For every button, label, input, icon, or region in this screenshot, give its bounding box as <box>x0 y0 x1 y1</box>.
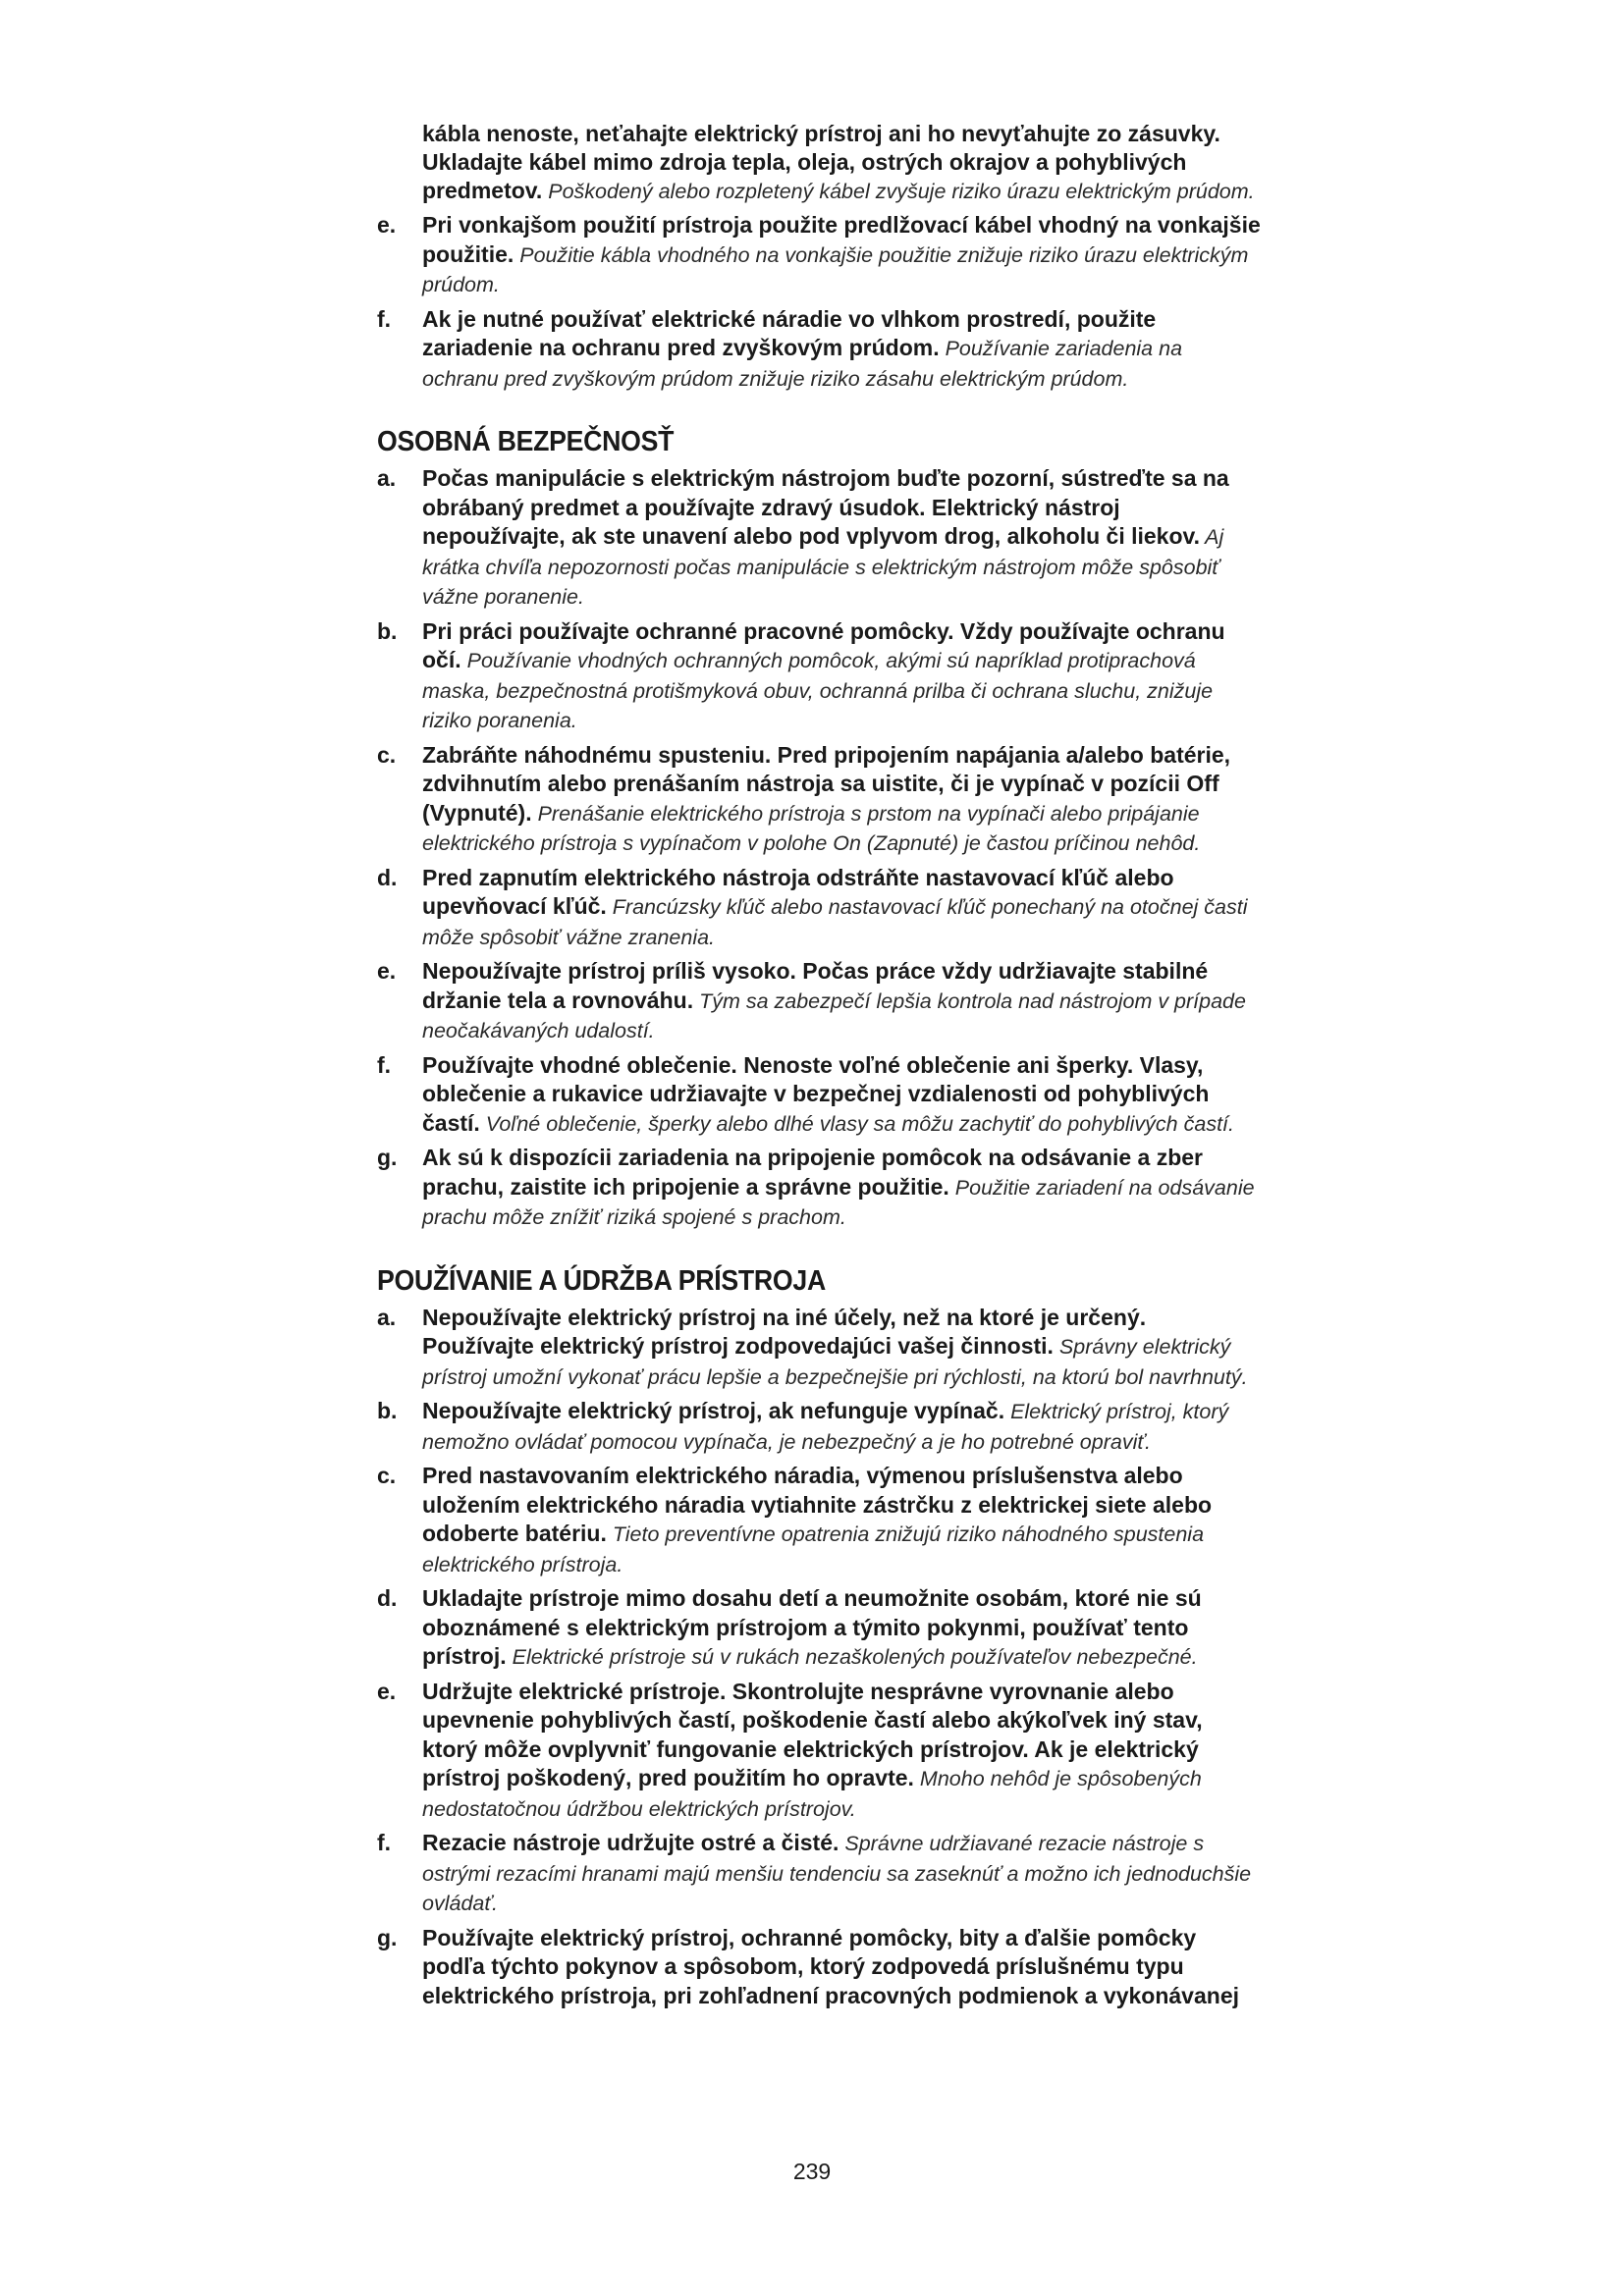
list-item <box>377 1051 1261 1140</box>
item-bold: Používajte vhodné oblečenie. Nenoste voľné oblečenie ani šperky. Vlasy, oblečenie a rukavice udržiavajte v bezpečnej vzdialenosti od pohyblivých častí. <box>422 1051 1210 1136</box>
list-item <box>377 1924 1261 2012</box>
item-italic: Elektrické prístroje sú v rukách nezaškolených používateľov nebezpečné. <box>506 1645 1198 1669</box>
item-bold: Nepoužívajte prístroj príliš vysoko. Počas práce vždy udržiavajte stabilné držanie tela a rovnováhu. <box>422 958 1209 1013</box>
list-item <box>377 1304 1261 1393</box>
item-bold: Nepoužívajte elektrický prístroj na iné účely, než na ktoré je určený. Používajte elektrický prístroj zodpovedajúci vašej činnosti. <box>422 1304 1147 1359</box>
item-bold: Rezacie nástroje udržujte ostré a čisté. <box>422 1830 839 1855</box>
list-item <box>377 1144 1261 1233</box>
item-italic: Mnoho nehôd je spôsobených nedostatočnou údržbou elektrických prístrojov. <box>422 1767 1202 1821</box>
item-label: d. <box>377 1585 398 1611</box>
list-item <box>377 1829 1261 1919</box>
item-bold: Pred nastavovaním elektrického náradia, výmenou príslušenstva alebo uložením elektrického náradia vytiahnite zástrčku z elektrickej siete alebo odoberte batériu. <box>422 1463 1213 1546</box>
list-item <box>377 617 1261 736</box>
list-item <box>377 464 1261 613</box>
item-label: b. <box>377 617 398 644</box>
item-label: d. <box>377 864 398 890</box>
item-italic: Používanie vhodných ochranných pomôcok, akými sú napríklad protiprachová maska, bezpečnostná protišmyková obuv, ochranná prilba či ochrana sluchu, znižuje riziko poranenia. <box>422 649 1214 732</box>
item-bold: Ak je nutné používať elektrické náradie vo vlhkom prostredí, použite zariadenie na ochranu pred zvyškovým prúdom. <box>422 305 1157 360</box>
item-label: a. <box>377 465 397 491</box>
item-label: e. <box>377 958 397 984</box>
item-italic: Prenášanie elektrického prístroja s prstom na vypínači alebo pripájanie elektrického prístroja s vypínačom v polohe On (Zapnuté) je častou príčinou nehôd. <box>422 801 1201 855</box>
item-bold: Udržujte elektrické prístroje. Skontrolujte nesprávne vyrovnanie alebo upevnenie pohyblivých častí, poškodenie častí alebo akýkoľvek iný stav, ktorý môže ovplyvniť fungovanie elektrických prístrojov. Ak je elektrický prístroj poškodený, pred použitím ho opravte. <box>422 1678 1203 1790</box>
item-italic: Tým sa zabezpečí lepšia kontrola nad nástrojom v prípade neočakávaných udalostí. <box>422 988 1246 1042</box>
item-bold: Nepoužívajte elektrický prístroj, ak nefunguje vypínač. <box>422 1398 1005 1423</box>
item-label: c. <box>377 1463 397 1488</box>
section-heading-personal-safety: OSOBNÁ BEZPEČNOSŤ <box>377 426 675 457</box>
item-bold: Zabráňte náhodnému spusteniu. Pred pripojením napájania a/alebo batérie, zdvihnutím alebo prenášaním nástroja sa uistite, či je vypínač v pozícii Off (Vypnuté). <box>422 741 1231 826</box>
intro-italic: Poškodený alebo rozpletený kábel zvyšuje riziko úrazu elektrickým prúdom. <box>542 180 1255 203</box>
item-italic: Použitie zariadení na odsávanie prachu môže znížiť riziká spojené s prachom. <box>422 1175 1255 1229</box>
item-label: f. <box>377 305 392 332</box>
section-heading-use-and-maintenance: POUŽÍVANIE A ÚDRŽBA PRÍSTROJA <box>377 1264 826 1297</box>
page-number: 239 <box>792 2159 832 2184</box>
item-label: a. <box>377 1304 397 1330</box>
item-bold: Používajte elektrický prístroj, ochranné pomôcky, bity a ďalšie pomôcky podľa týchto pokynov a spôsobom, ktorý zodpovedá príslušnému typu elektrického prístroja, pri zohľadnení pracovných podmienok a vykonávanej <box>422 1924 1239 2008</box>
item-label: e. <box>377 212 397 238</box>
item-label: f. <box>377 1830 392 1855</box>
item-italic: Správny elektrický prístroj umožní vykonať prácu lepšie a bezpečnejšie pri rýchlosti, na ktorú bol navrhnutý. <box>422 1335 1248 1389</box>
item-italic: Elektrický prístroj, ktorý nemožno ovládať pomocou vypínača, je nebezpečný a je ho potrebné opraviť. <box>422 1400 1229 1454</box>
item-label: g. <box>377 1145 398 1170</box>
list-item <box>377 864 1261 953</box>
intro-paragraph <box>377 120 1261 206</box>
item-label: f. <box>377 1051 392 1078</box>
item-bold: Ak sú k dispozícii zariadenia na pripojenie pomôcok na odsávanie a zber prachu, zaistite ich pripojenie a správne použitie. <box>422 1145 1204 1200</box>
list-item <box>377 305 1261 395</box>
item-italic: Francúzsky kľúč alebo nastavovací kľúč ponechaný na otočnej časti môže spôsobiť vážne zranenia. <box>422 895 1248 949</box>
item-italic: Použitie kábla vhodného na vonkajšie použitie znižuje riziko úrazu elektrickým prúdom. <box>422 242 1249 296</box>
document-body <box>377 120 1261 2011</box>
item-italic: Voľné oblečenie, šperky alebo dlhé vlasy sa môžu zachytiť do pohyblivých častí. <box>479 1111 1234 1136</box>
intro-bold: kábla nenoste, neťahajte elektrický prístroj ani ho nevyťahujte zo zásuvky. Ukladajte kábel mimo zdroja tepla, oleja, ostrých okrajov a pohyblivých predmetov. <box>422 121 1220 203</box>
list-item <box>377 1678 1261 1825</box>
item-label: c. <box>377 741 397 768</box>
list-item <box>377 211 1261 300</box>
item-label: g. <box>377 1924 398 1950</box>
list-item <box>377 1584 1261 1673</box>
item-label: e. <box>377 1678 397 1704</box>
item-bold: Počas manipulácie s elektrickým nástrojom buďte pozorní, sústreďte sa na obrábaný predmet a používajte zdravý úsudok. Elektrický nástroj nepoužívajte, ak ste unavení alebo pod vplyvom drog, alkoholu či liekov. <box>422 465 1229 549</box>
item-bold: Pri vonkajšom použití prístroja použite predlžovací kábel vhodný na vonkajšie použitie. <box>422 212 1261 267</box>
item-bold: Pri práci používajte ochranné pracovné pomôcky. Vždy používajte ochranu očí. <box>422 617 1225 672</box>
list-item <box>377 1462 1261 1579</box>
item-bold: Pred zapnutím elektrického nástroja odstráňte nastavovací kľúč alebo upevňovací kľúč. <box>422 864 1174 919</box>
list-item <box>377 1397 1261 1457</box>
item-bold: Ukladajte prístroje mimo dosahu detí a neumožnite osobám, ktoré nie sú oboznámené s elektrickým prístrojom a týmito pokynmi, používať tento prístroj. <box>422 1585 1202 1669</box>
list-item <box>377 741 1261 859</box>
item-italic: Aj krátka chvíľa nepozornosti počas manipulácie s elektrickým nástrojom môže spôsobiť vážne poranenie. <box>422 525 1224 609</box>
item-italic: Správne udržiavané rezacie nástroje s ostrými rezacími hranami majú menšiu tendenciu sa zaseknúť a možno ich jednoduchšie ovládať. <box>422 1832 1252 1915</box>
item-italic: Tieto preventívne opatrenia znižujú riziko náhodného spustenia elektrického prístroja. <box>422 1522 1205 1576</box>
item-label: b. <box>377 1398 398 1423</box>
list-item <box>377 957 1261 1046</box>
item-italic: Používanie zariadenia na ochranu pred zvyškovým prúdom znižuje riziko zásahu elektrickým prúdom. <box>422 337 1183 391</box>
